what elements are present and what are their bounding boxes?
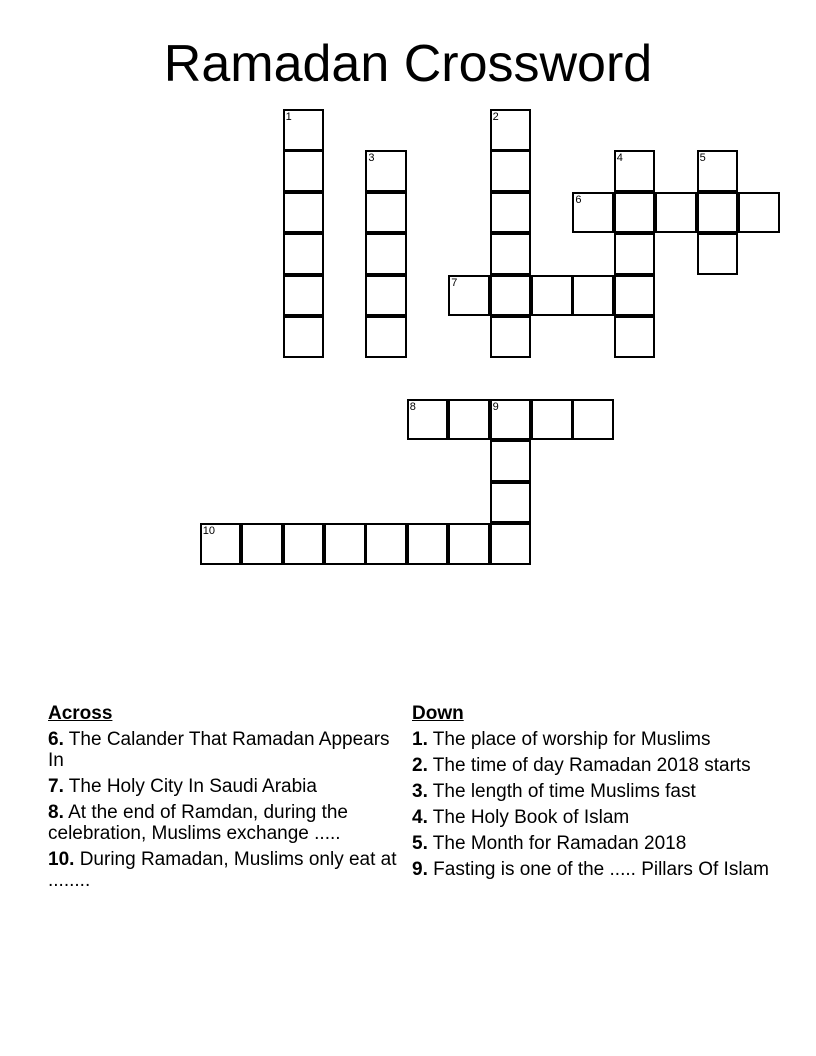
crossword-cell[interactable]	[490, 109, 532, 151]
crossword-cell[interactable]	[283, 316, 325, 358]
crossword-cell[interactable]	[697, 150, 739, 192]
across-heading: Across	[48, 703, 113, 724]
crossword-cell[interactable]	[407, 399, 449, 441]
crossword-cell[interactable]	[241, 523, 283, 565]
crossword-cell[interactable]	[490, 316, 532, 358]
crossword-cell[interactable]	[490, 399, 532, 441]
crossword-cell[interactable]	[572, 399, 614, 441]
cell-number: 8	[409, 400, 416, 413]
crossword-cell[interactable]	[200, 523, 242, 565]
crossword-cell[interactable]	[490, 523, 532, 565]
clue-number: 7.	[48, 776, 64, 797]
crossword-cell[interactable]	[365, 523, 407, 565]
crossword-cell[interactable]	[572, 275, 614, 317]
clue-text: At the end of Ramdan, during the celebration, Muslims exchange .....	[48, 802, 349, 844]
crossword-cell[interactable]	[448, 275, 490, 317]
crossword-cell[interactable]	[283, 109, 325, 151]
crossword-cell[interactable]	[283, 523, 325, 565]
across-clue	[48, 802, 398, 844]
cell-number: 9	[492, 400, 499, 413]
crossword-cell[interactable]	[448, 523, 490, 565]
clue-number: 3.	[412, 781, 428, 802]
crossword-cell[interactable]	[614, 192, 656, 234]
clue-number: 6.	[48, 729, 64, 750]
clue-text: The Holy Book of Islam	[432, 807, 630, 828]
crossword-cell[interactable]	[531, 275, 573, 317]
clue-number: 9.	[412, 859, 428, 880]
down-clues	[412, 703, 772, 885]
down-clue	[412, 859, 772, 880]
page-title: Ramadan Crossword	[163, 35, 653, 93]
crossword-cell[interactable]	[490, 192, 532, 234]
crossword-cell[interactable]	[365, 192, 407, 234]
crossword-cell[interactable]	[407, 523, 449, 565]
crossword-cell[interactable]	[614, 233, 656, 275]
cell-number: 2	[492, 111, 499, 123]
cell-number: 6	[575, 193, 582, 206]
crossword-cell[interactable]	[490, 150, 532, 192]
down-clue	[412, 781, 772, 802]
cell-number: 4	[616, 152, 623, 165]
clue-text: Fasting is one of the ..... Pillars Of Islam	[433, 859, 769, 880]
clue-text: The place of worship for Muslims	[432, 729, 711, 750]
crossword-cell[interactable]	[365, 316, 407, 358]
crossword-cell[interactable]	[572, 192, 614, 234]
crossword-cell[interactable]	[365, 233, 407, 275]
clue-number: 8.	[48, 802, 64, 823]
clue-text: The Holy City In Saudi Arabia	[68, 776, 317, 797]
clue-text: The Calander That Ramadan Appears In	[48, 729, 390, 771]
down-clue	[412, 729, 772, 750]
crossword-cell[interactable]	[490, 275, 532, 317]
crossword-cell[interactable]	[490, 440, 532, 482]
cell-number: 10	[202, 525, 216, 537]
cell-number: 1	[285, 111, 292, 123]
down-clue	[412, 807, 772, 828]
clue-text: The Month for Ramadan 2018	[432, 833, 687, 854]
crossword-cell[interactable]	[614, 275, 656, 317]
crossword-cell[interactable]	[531, 399, 573, 441]
crossword-cell[interactable]	[614, 316, 656, 358]
cell-number: 7	[451, 276, 458, 289]
crossword-cell[interactable]	[655, 192, 697, 234]
clue-number: 2.	[412, 755, 428, 776]
clue-number: 10.	[48, 849, 75, 870]
crossword-cell[interactable]	[738, 192, 780, 234]
clue-number: 1.	[412, 729, 428, 750]
across-clues	[48, 703, 398, 896]
crossword-cell[interactable]	[365, 150, 407, 192]
crossword-cell[interactable]	[448, 399, 490, 441]
crossword-cell[interactable]	[697, 192, 739, 234]
down-heading: Down	[412, 703, 464, 724]
cell-number: 5	[699, 152, 706, 165]
across-clue	[48, 729, 398, 771]
crossword-cell[interactable]	[614, 150, 656, 192]
clue-number: 4.	[412, 807, 428, 828]
crossword-cell[interactable]	[490, 233, 532, 275]
cell-number: 3	[368, 152, 375, 165]
crossword-cell[interactable]	[490, 482, 532, 524]
clue-text: During Ramadan, Muslims only eat at ........	[48, 849, 397, 891]
crossword-cell[interactable]	[283, 192, 325, 234]
crossword-cell[interactable]	[365, 275, 407, 317]
across-clue	[48, 849, 398, 891]
across-clue	[48, 776, 398, 797]
crossword-cell[interactable]	[283, 275, 325, 317]
down-clue	[412, 755, 772, 776]
clue-text: The time of day Ramadan 2018 starts	[432, 755, 751, 776]
clue-text: The length of time Muslims fast	[432, 781, 696, 802]
crossword-cell[interactable]	[324, 523, 366, 565]
down-clue	[412, 833, 772, 854]
crossword-cell[interactable]	[283, 150, 325, 192]
clue-number: 5.	[412, 833, 428, 854]
crossword-cell[interactable]	[283, 233, 325, 275]
crossword-cell[interactable]	[697, 233, 739, 275]
